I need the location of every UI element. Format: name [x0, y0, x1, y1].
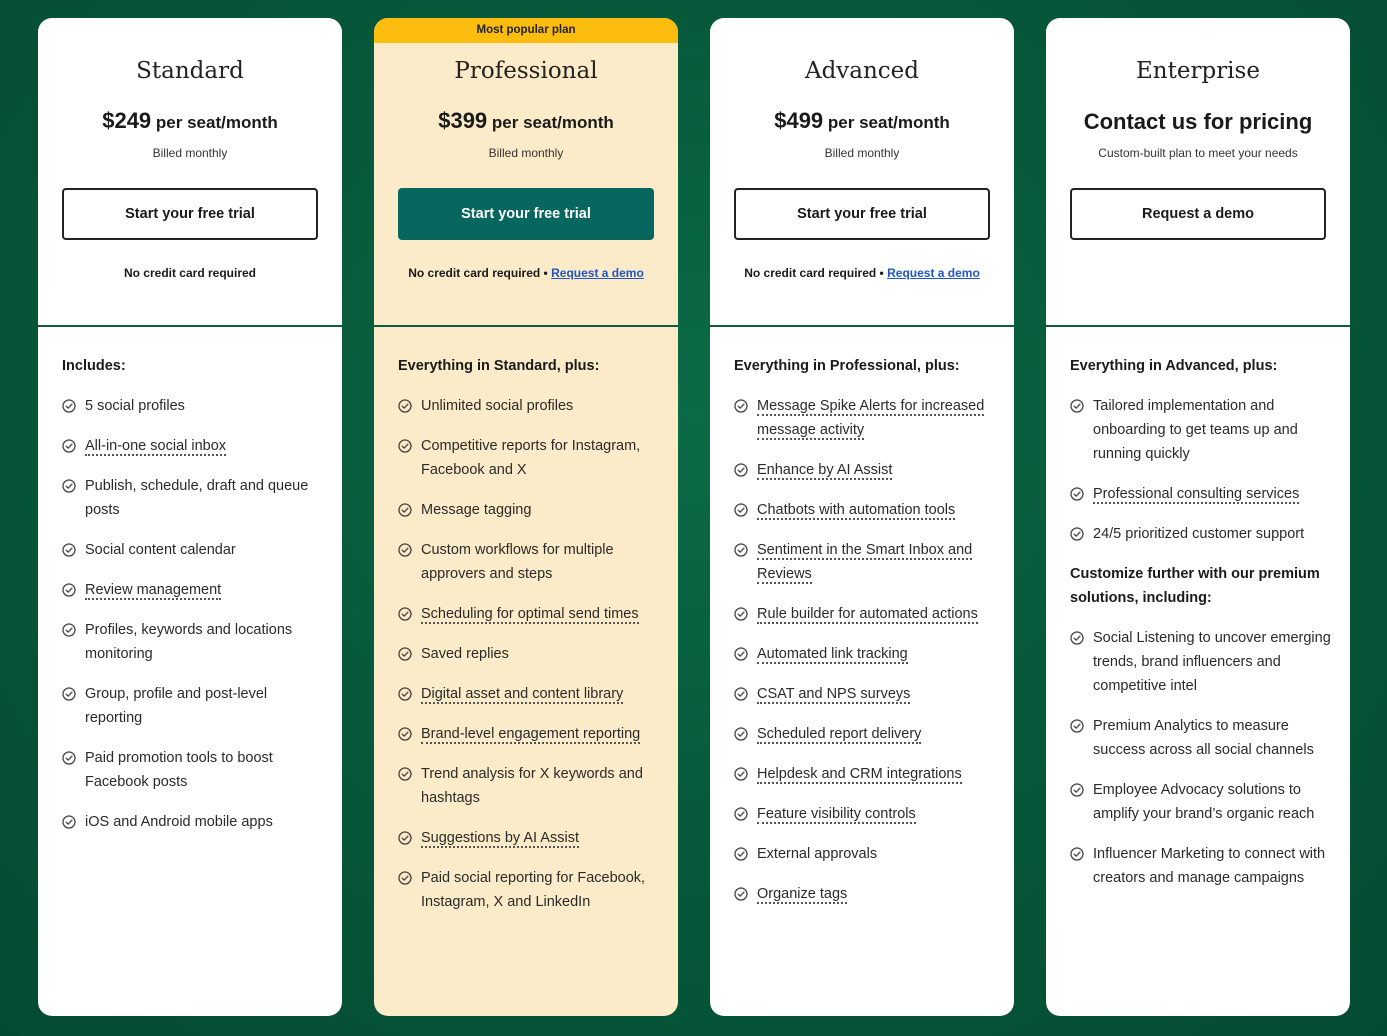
- plan-card-advanced: [710, 18, 1014, 1016]
- price-amount: $249: [102, 108, 152, 133]
- feature-text-wrap: [85, 682, 324, 730]
- divider: [38, 325, 342, 327]
- feature-tooltip-text[interactable]: Brand-level engagement reporting: [421, 726, 641, 742]
- feature-item: [398, 434, 660, 482]
- feature-item[interactable]: [398, 682, 660, 706]
- feature-text: Employee Advocacy solutions to amplify your brand’s organic reach: [1093, 782, 1315, 822]
- feature-text: Unlimited social profiles: [421, 398, 574, 414]
- feature-tooltip-text[interactable]: Message Spike Alerts for increased message activity: [757, 398, 985, 438]
- feature-item[interactable]: [62, 578, 324, 602]
- feature-text: Trend analysis for X keywords and hashtags: [421, 766, 643, 806]
- plan-card-enterprise: [1046, 18, 1350, 1016]
- plan-card-professional: [374, 18, 678, 1016]
- feature-item[interactable]: [734, 458, 996, 482]
- feature-text: 24/5 prioritized customer support: [1093, 526, 1305, 542]
- check-circle-icon: [398, 543, 412, 557]
- check-circle-icon: [1070, 487, 1084, 501]
- features-heading: Everything in Advanced, plus:: [1070, 358, 1278, 374]
- feature-tooltip-text[interactable]: Helpdesk and CRM integrations: [757, 766, 962, 782]
- price-unit: per seat/month: [491, 113, 614, 132]
- check-circle-icon: [398, 767, 412, 781]
- feature-text-wrap: [1093, 626, 1332, 698]
- feature-text-wrap: [421, 394, 660, 418]
- feature-item: [62, 746, 324, 794]
- check-circle-icon: [398, 399, 412, 413]
- plan-price: [374, 108, 678, 134]
- no-credit-card-text: No credit card required: [123, 266, 257, 280]
- feature-text-wrap: [421, 762, 660, 810]
- check-circle-icon: [734, 727, 748, 741]
- billing-note: Billed monthly: [824, 146, 900, 160]
- feature-text-wrap: [85, 810, 324, 834]
- feature-item: [734, 842, 996, 866]
- feature-item[interactable]: [1070, 482, 1332, 506]
- feature-text-wrap: [757, 882, 996, 906]
- feature-section: [734, 354, 996, 922]
- price-amount: $499: [774, 108, 824, 133]
- feature-tooltip-text[interactable]: Scheduling for optimal send times: [421, 606, 639, 622]
- feature-text-wrap: [421, 722, 660, 746]
- feature-tooltip-text[interactable]: Suggestions by AI Assist: [421, 830, 579, 846]
- feature-item: [398, 866, 660, 914]
- feature-item: [398, 538, 660, 586]
- feature-section: [398, 354, 660, 930]
- feature-tooltip-text[interactable]: Feature visibility controls: [757, 806, 916, 822]
- feature-item[interactable]: [734, 602, 996, 626]
- price-amount: $399: [438, 108, 488, 133]
- feature-text-wrap: [85, 538, 324, 562]
- feature-text-wrap: [1093, 522, 1332, 546]
- feature-item: [1070, 394, 1332, 466]
- features-heading: Everything in Standard, plus:: [398, 358, 600, 374]
- feature-item: [1070, 842, 1332, 890]
- feature-text-wrap: [421, 498, 660, 522]
- feature-item: [62, 538, 324, 562]
- check-circle-icon: [62, 543, 76, 557]
- start-free-trial-button[interactable]: Start your free trial: [398, 188, 654, 240]
- check-circle-icon: [398, 727, 412, 741]
- check-circle-icon: [62, 399, 76, 413]
- check-circle-icon: [398, 503, 412, 517]
- feature-text: Social Listening to uncover emerging trends, brand influencers and competitive intel: [1093, 630, 1331, 694]
- feature-item[interactable]: [734, 642, 996, 666]
- billing-note: Billed monthly: [152, 146, 228, 160]
- check-circle-icon: [734, 607, 748, 621]
- feature-item: [398, 762, 660, 810]
- feature-text: Saved replies: [421, 646, 509, 662]
- feature-item[interactable]: [734, 882, 996, 906]
- feature-item[interactable]: [398, 826, 660, 850]
- feature-list: [1070, 394, 1332, 546]
- feature-text-wrap: [421, 602, 660, 626]
- request-demo-button[interactable]: Request a demo: [1070, 188, 1326, 240]
- feature-text-wrap: [757, 762, 996, 786]
- feature-item[interactable]: [62, 434, 324, 458]
- check-circle-icon: [734, 847, 748, 861]
- plan-name: Standard: [136, 58, 244, 84]
- check-circle-icon: [734, 503, 748, 517]
- check-circle-icon: [62, 439, 76, 453]
- check-circle-icon: [734, 543, 748, 557]
- price-unit: per seat/month: [155, 113, 278, 132]
- check-circle-icon: [62, 583, 76, 597]
- feature-item: [398, 394, 660, 418]
- feature-text-wrap: [421, 434, 660, 482]
- feature-text-wrap: [85, 434, 324, 458]
- feature-text-wrap: [1093, 714, 1332, 762]
- features-heading: Includes:: [62, 358, 126, 374]
- feature-text: Profiles, keywords and locations monitoring: [85, 622, 293, 662]
- feature-tooltip-text[interactable]: Automated link tracking: [757, 646, 908, 662]
- feature-tooltip-text[interactable]: Enhance by AI Assist: [757, 462, 893, 478]
- feature-tooltip-text[interactable]: Organize tags: [757, 886, 848, 902]
- feature-item[interactable]: [734, 802, 996, 826]
- feature-text: Group, profile and post-level reporting: [85, 686, 268, 726]
- feature-text-wrap: [85, 618, 324, 666]
- check-circle-icon: [734, 399, 748, 413]
- price-unit: per seat/month: [827, 113, 950, 132]
- feature-text-wrap: [757, 602, 996, 626]
- check-circle-icon: [398, 647, 412, 661]
- feature-item[interactable]: [398, 602, 660, 626]
- feature-item: [62, 810, 324, 834]
- check-circle-icon: [398, 687, 412, 701]
- feature-item[interactable]: [734, 538, 996, 586]
- feature-text-wrap: [421, 642, 660, 666]
- feature-text-wrap: [757, 802, 996, 826]
- features-heading: Everything in Professional, plus:: [734, 358, 960, 374]
- check-circle-icon: [62, 751, 76, 765]
- credit-card-note: [38, 266, 342, 280]
- feature-text-wrap: [421, 826, 660, 850]
- feature-text-wrap: [757, 722, 996, 746]
- no-credit-card-text: No credit card required •: [744, 266, 884, 280]
- check-circle-icon: [734, 887, 748, 901]
- check-circle-icon: [398, 607, 412, 621]
- feature-tooltip-text[interactable]: All-in-one social inbox: [85, 438, 227, 454]
- feature-text-wrap: [1093, 394, 1332, 466]
- credit-card-note: [374, 266, 678, 280]
- credit-card-note: [710, 266, 1014, 280]
- feature-text-wrap: [421, 538, 660, 586]
- feature-text-wrap: [1093, 778, 1332, 826]
- feature-section: [1070, 354, 1332, 906]
- check-circle-icon: [1070, 527, 1084, 541]
- check-circle-icon: [62, 479, 76, 493]
- check-circle-icon: [734, 647, 748, 661]
- feature-item: [62, 682, 324, 730]
- check-circle-icon: [398, 831, 412, 845]
- feature-tooltip-text[interactable]: Rule builder for automated actions: [757, 606, 978, 622]
- feature-item[interactable]: [398, 722, 660, 746]
- check-circle-icon: [62, 687, 76, 701]
- feature-text-wrap: [757, 642, 996, 666]
- feature-item[interactable]: [734, 394, 996, 442]
- feature-item: [1070, 522, 1332, 546]
- feature-tooltip-text[interactable]: Professional consulting services: [1093, 486, 1300, 502]
- premium-solutions-list: [1070, 626, 1332, 890]
- feature-list: [62, 394, 324, 834]
- no-credit-card-text: No credit card required •: [408, 266, 548, 280]
- plan-name: Advanced: [804, 58, 920, 84]
- feature-text-wrap: [1093, 842, 1332, 890]
- check-circle-icon: [734, 463, 748, 477]
- check-circle-icon: [734, 767, 748, 781]
- feature-item[interactable]: [734, 762, 996, 786]
- check-circle-icon: [398, 439, 412, 453]
- feature-tooltip-text[interactable]: Sentiment in the Smart Inbox and Reviews: [757, 542, 973, 582]
- feature-text-wrap: [85, 474, 324, 522]
- feature-item: [62, 394, 324, 418]
- feature-text: Message tagging: [421, 502, 532, 518]
- feature-text-wrap: [85, 394, 324, 418]
- premium-solutions-heading: Customize further with our premium solutions, including:: [1070, 566, 1320, 606]
- feature-text-wrap: [85, 578, 324, 602]
- feature-text: Custom workflows for multiple approvers and steps: [421, 542, 614, 582]
- feature-text: Influencer Marketing to connect with creators and manage campaigns: [1093, 846, 1326, 886]
- check-circle-icon: [1070, 399, 1084, 413]
- feature-text: 5 social profiles: [85, 398, 185, 414]
- feature-tooltip-text[interactable]: CSAT and NPS surveys: [757, 686, 911, 702]
- billing-note: Billed monthly: [488, 146, 564, 160]
- feature-tooltip-text[interactable]: Chatbots with automation tools: [757, 502, 956, 518]
- feature-item: [1070, 626, 1332, 698]
- start-free-trial-button[interactable]: Start your free trial: [62, 188, 318, 240]
- feature-section: [62, 354, 324, 850]
- check-circle-icon: [1070, 719, 1084, 733]
- feature-tooltip-text[interactable]: Review management: [85, 582, 222, 598]
- check-circle-icon: [1070, 847, 1084, 861]
- billing-note: Custom-built plan to meet your needs: [1098, 146, 1298, 160]
- feature-text-wrap: [757, 394, 996, 442]
- check-circle-icon: [734, 687, 748, 701]
- feature-text-wrap: [421, 866, 660, 914]
- feature-item: [62, 474, 324, 522]
- feature-text: External approvals: [757, 846, 878, 862]
- feature-item: [62, 618, 324, 666]
- divider: [1046, 325, 1350, 327]
- feature-tooltip-text[interactable]: Digital asset and content library: [421, 686, 624, 702]
- plan-name: Professional: [454, 58, 598, 84]
- plan-name: Enterprise: [1136, 58, 1260, 84]
- plan-price: [38, 108, 342, 134]
- check-circle-icon: [62, 815, 76, 829]
- feature-item[interactable]: [734, 498, 996, 522]
- feature-text-wrap: [1093, 482, 1332, 506]
- feature-item: [398, 498, 660, 522]
- check-circle-icon: [62, 623, 76, 637]
- divider: [710, 325, 1014, 327]
- check-circle-icon: [1070, 783, 1084, 797]
- feature-item: [1070, 714, 1332, 762]
- plan-card-standard: [38, 18, 342, 1016]
- check-circle-icon: [734, 807, 748, 821]
- feature-text: iOS and Android mobile apps: [85, 814, 273, 830]
- check-circle-icon: [398, 871, 412, 885]
- check-circle-icon: [1070, 631, 1084, 645]
- feature-list: [398, 394, 660, 914]
- feature-text-wrap: [757, 538, 996, 586]
- feature-text-wrap: [757, 498, 996, 522]
- feature-text-wrap: [757, 458, 996, 482]
- feature-text: Social content calendar: [85, 542, 236, 558]
- contact-for-pricing: Contact us for pricing: [1083, 109, 1313, 134]
- request-demo-link[interactable]: Request a demo: [551, 266, 644, 280]
- feature-text: Publish, schedule, draft and queue posts: [85, 478, 309, 518]
- request-demo-link[interactable]: Request a demo: [887, 266, 980, 280]
- feature-text-wrap: [757, 842, 996, 866]
- feature-text: Paid social reporting for Facebook, Instagram, X and LinkedIn: [421, 870, 646, 910]
- feature-item: [1070, 778, 1332, 826]
- feature-item[interactable]: [734, 722, 996, 746]
- feature-text: Premium Analytics to measure success across all social channels: [1093, 718, 1314, 758]
- feature-text: Competitive reports for Instagram, Facebook and X: [421, 438, 641, 478]
- most-popular-badge: Most popular plan: [374, 18, 678, 43]
- feature-list: [734, 394, 996, 906]
- feature-text: Tailored implementation and onboarding to get teams up and running quickly: [1093, 398, 1298, 462]
- feature-text-wrap: [85, 746, 324, 794]
- start-free-trial-button[interactable]: Start your free trial: [734, 188, 990, 240]
- divider: [374, 325, 678, 327]
- feature-item[interactable]: [734, 682, 996, 706]
- feature-text: Paid promotion tools to boost Facebook posts: [85, 750, 273, 790]
- feature-item: [398, 642, 660, 666]
- feature-tooltip-text[interactable]: Scheduled report delivery: [757, 726, 922, 742]
- feature-text-wrap: [757, 682, 996, 706]
- feature-text-wrap: [421, 682, 660, 706]
- plan-price: [710, 108, 1014, 134]
